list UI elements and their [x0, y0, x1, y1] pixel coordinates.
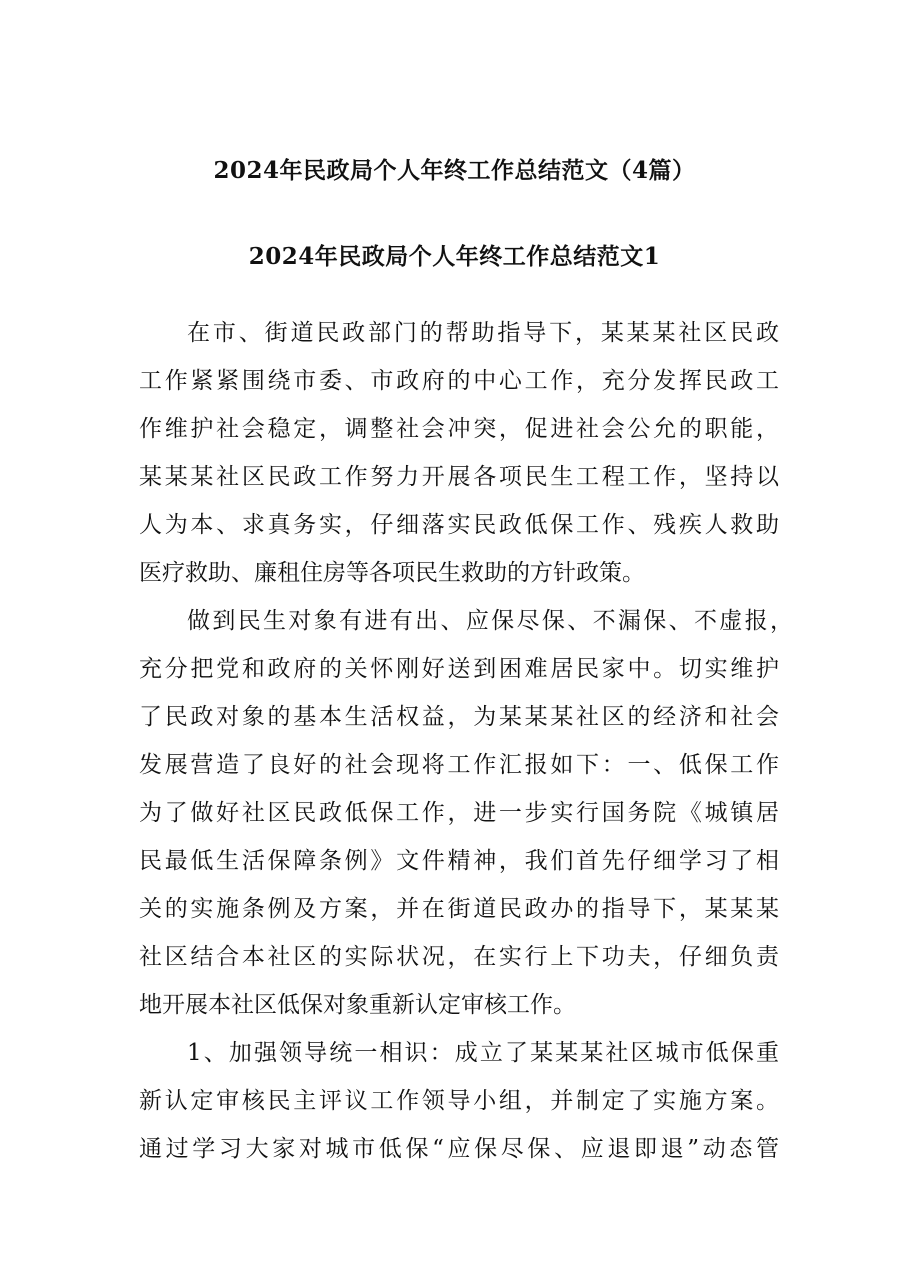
paragraph-line: 医疗救助、廉租住房等各项民生救助的方针政策。	[139, 560, 645, 586]
paragraph-line: 民最低生活保障条例》文件精神，我们首先仔细学习了相	[139, 848, 779, 874]
paragraph-line: 关的实施条例及方案，并在街道民政办的指导下，某某某	[139, 896, 779, 922]
paragraph-line: 通过学习大家对城市低保“应保尽保、应退即退”动态管	[139, 1136, 779, 1162]
paragraph-line: 了民政对象的基本生活权益，为某某某社区的经济和社会	[139, 704, 779, 730]
paragraph-line: 在市、街道民政部门的帮助指导下，某某某社区民政	[187, 320, 779, 346]
paragraph-line: 1、加强领导统一相识：成立了某某某社区城市低保重	[187, 1040, 779, 1066]
section-title: 2024年民政局个人年终工作总结范文1	[248, 243, 661, 270]
paragraph-line: 作维护社会稳定，调整社会冲突，促进社会公允的职能，	[139, 416, 779, 442]
paragraph-line: 工作紧紧围绕市委、市政府的中心工作，充分发挥民政工	[139, 368, 779, 394]
document-title: 2024年民政局个人年终工作总结范文（4篇）	[213, 157, 696, 184]
paragraph-line: 发展营造了良好的社会现将工作汇报如下：一、低保工作	[139, 752, 779, 778]
paragraph-line: 新认定审核民主评议工作领导小组，并制定了实施方案。	[139, 1088, 779, 1114]
paragraph-line: 社区结合本社区的实际状况，在实行上下功夫，仔细负责	[139, 944, 779, 970]
paragraph-line: 做到民生对象有进有出、应保尽保、不漏保、不虚报，	[187, 608, 793, 634]
paragraph-line: 充分把党和政府的关怀刚好送到困难居民家中。切实维护	[139, 656, 779, 682]
paragraph-line: 人为本、求真务实，仔细落实民政低保工作、残疾人救助	[139, 512, 779, 538]
paragraph-line: 某某某社区民政工作努力开展各项民生工程工作，坚持以	[139, 464, 779, 490]
paragraph-line: 为了做好社区民政低保工作，进一步实行国务院《城镇居	[139, 800, 779, 826]
paragraph-line: 地开展本社区低保对象重新认定审核工作。	[139, 992, 576, 1018]
